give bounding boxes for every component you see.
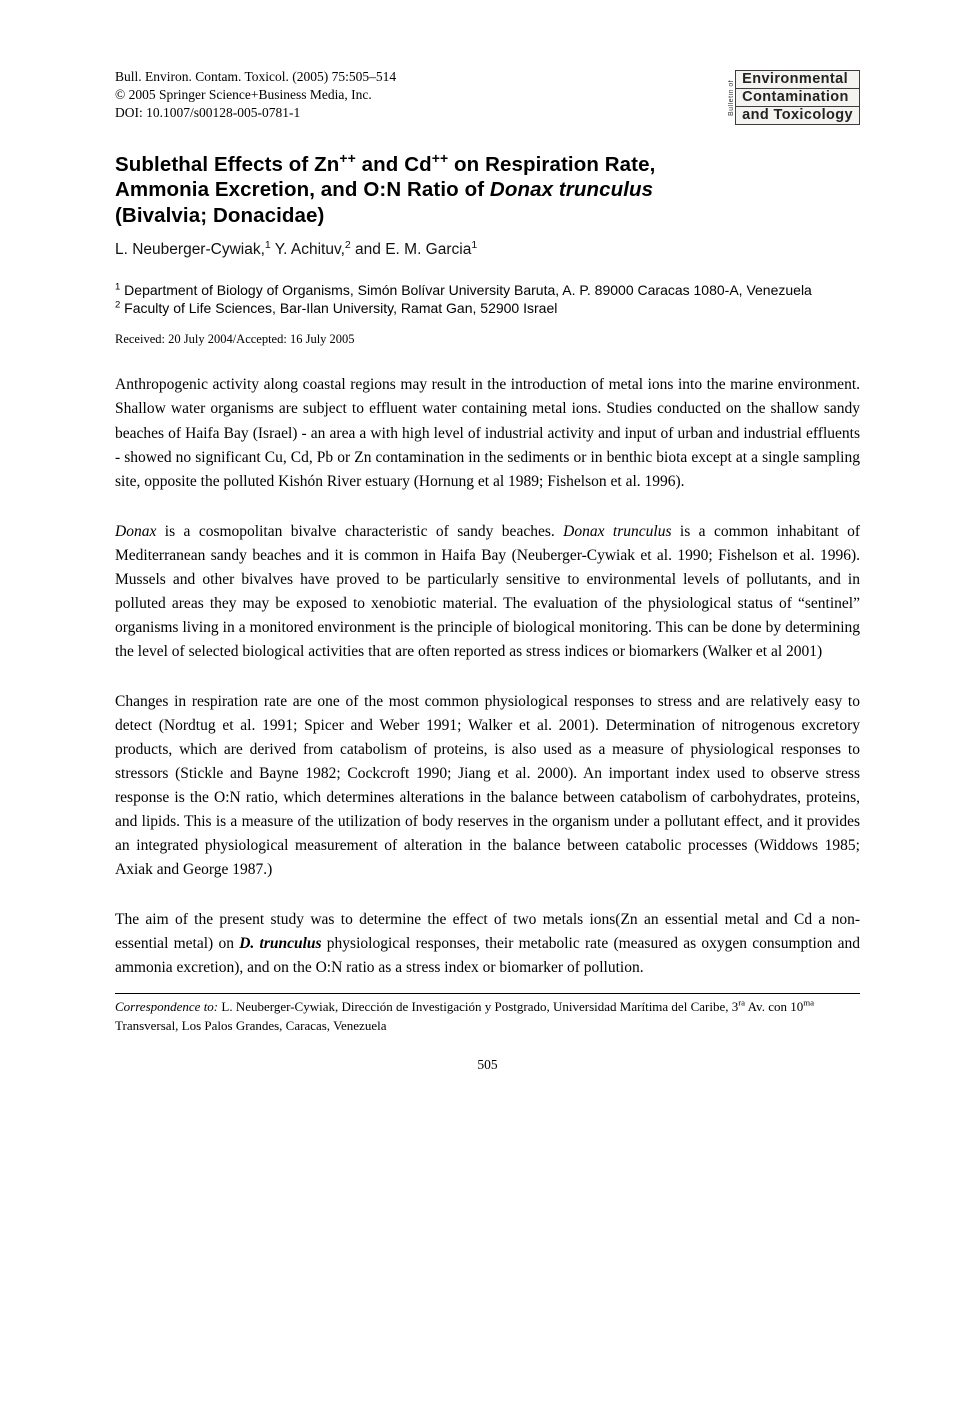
journal-citation-block <box>115 68 396 123</box>
paragraph-4: The aim of the present study was to determine the effect of two metals ions(Zn an essential metal and Cd a non-essential metal) on D. trunculus physiological responses, their metabolic rate (measured as oxygen consumption and ammonia excretion), and on the O:N ratio as a stress index or biomarker of pollution. <box>115 910 860 976</box>
bulletin-of-vertical-text: Bulletin of <box>728 79 736 116</box>
correspondence-note: Correspondence to: L. Neuberger-Cywiak, Dirección de Investigación y Postgrado, Universidad Marítima del Caribe, $3^{ra}$ Av. con $10^{ma}$ Transversal, Los Palos Grandes, Caracas, Venezuela <box>115 993 860 1036</box>
affiliation-2: $^2$ Faculty of Life Sciences, Bar-Ilan University, Ramat Gan, 52900 Israel <box>115 299 558 316</box>
page-number: 505 <box>477 1056 498 1072</box>
header-citation: Bull. Environ. Contam. Toxicol. (2005) 75:505–514 <box>115 69 397 84</box>
journal-logo-lines <box>735 70 860 125</box>
logo-line-and-toxicology: and Toxicology <box>735 106 860 125</box>
logo-line-environmental: Environmental <box>735 70 860 89</box>
header-copyright: © 2005 Springer Science+Business Media, Inc. <box>115 87 372 103</box>
journal-logo <box>728 70 860 125</box>
received-accepted-line: Received: 20 July 2004/Accepted: 16 July 2005 <box>115 332 355 347</box>
header-doi: DOI: 10.1007/s00128-005-0781-1 <box>115 105 301 121</box>
paragraph-1: Anthropogenic activity along coastal regions may result in the introduction of metal ions into the marine environment. Shallow water organisms are subject to effluent water containing metal ions. Studies conducted on the shallow sandy beaches of Haifa Bay (Israel) - an area a with high level of industrial activity and input of urban and industrial effluents - showed no significant Cu, Cd, Pb or Zn contamination in the sediments or in benthic biota except at a single sampling site, opposite the polluted Kishón River estuary (Hornung et al 1989; Fishelson et al. 1996). <box>115 376 860 490</box>
author-list: L. Neuberger-Cywiak,$^1$ Y. Achituv,$^2$ and E. M. Garcia$^1$ <box>115 239 478 259</box>
article-title: Sublethal Effects of Zn++ and Cd++ on Respiration Rate, Ammonia Excretion, and O:N Ratio of Donax trunculus (Bivalvia; Donacidae) <box>115 150 656 227</box>
paragraph-2: Donax is a cosmopolitan bivalve characteristic of sandy beaches. Donax trunculus is a common inhabitant of Mediterranean sandy beaches and it is common in Haifa Bay (Neuberger-Cywiak et al. 1990; Fishelson et al. 1996). Mussels and other bivalves have proved to be particularly sensitive to environmental levels of pollutants, and in polluted areas they may be exposed to xenobiotic material. The evaluation of the physiological status of “sentinel” organisms living in a monitored environment is the principle of biological monitoring. This can be done by determining the level of selected biological activities that are often reported as stress indices or biomarkers (Walker et al 2001) <box>115 522 860 660</box>
page-header <box>115 68 860 125</box>
affiliation-1: $^1$ Department of Biology of Organisms, Simón Bolívar University Baruta, A. P. 89000 Caracas 1080-A, Venezuela <box>115 281 812 299</box>
logo-line-contamination: Contamination <box>735 88 860 107</box>
paragraph-3: Changes in respiration rate are one of the most common physiological responses to stress and are relatively easy to detect (Nordtug et al. 1991; Spicer and Weber 1991; Walker et al. 2001). Determination of nitrogenous excretory products, which are derived from catabolism of proteins, is also used as a measure of physiological responses to stressors (Stickle and Bayne 1982; Cockcroft 1990; Jiang et al. 2000). An important index used to observe stress response is the O:N ratio, which determines alterations in the balance between catabolism of carbohydrates, proteins, and lipids. This is a measure of the utilization of body reserves in the organism under a pollutant effect, and it provides an integrated physiological measurement of alteration in the balance between catabolic processes (Widdows 1985; Axiak and George 1987.) <box>115 692 860 878</box>
affiliations-block <box>115 282 860 317</box>
